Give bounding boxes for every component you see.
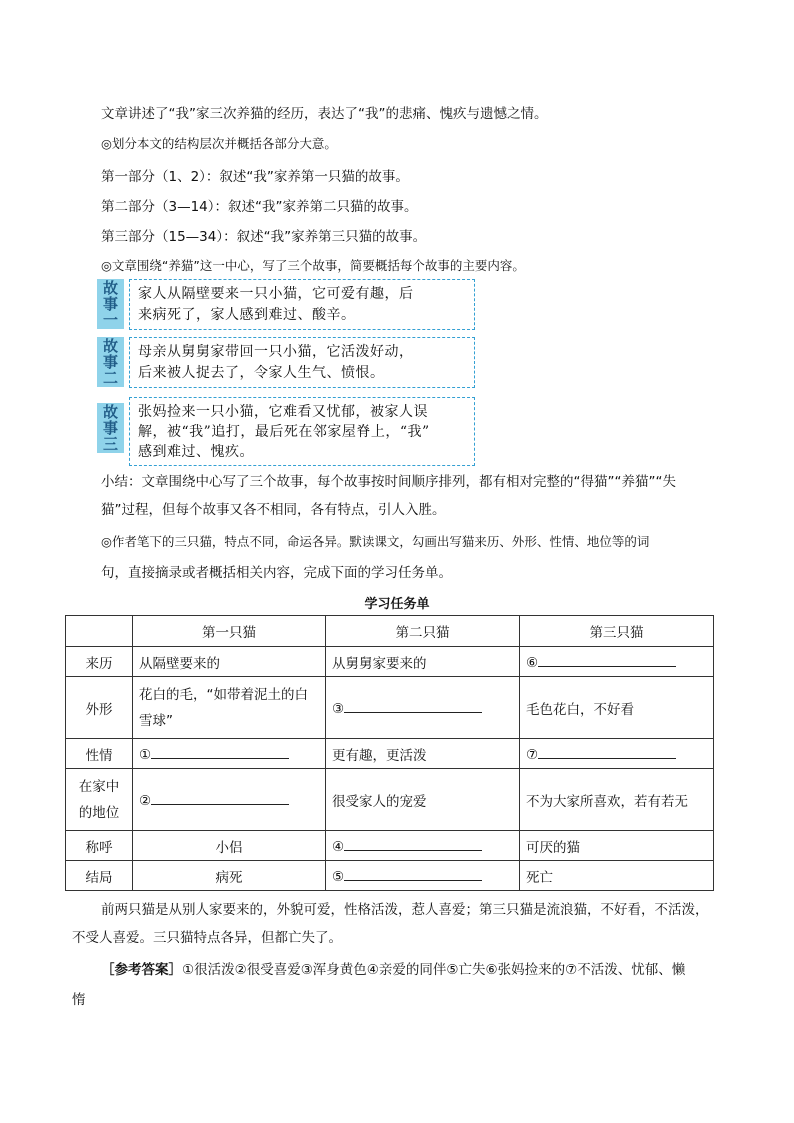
answer-blank-6[interactable]: ⑥: [520, 647, 714, 677]
header-cat-one: 第一只猫: [133, 616, 326, 647]
answer-blank-5[interactable]: ⑤: [326, 861, 520, 891]
header-empty: [66, 616, 133, 647]
answer-line-2: 惰: [72, 992, 86, 1008]
header-cat-three: 第三只猫: [520, 616, 714, 647]
answer-line-1: ［参考答案］①很活泼②很受喜爱③浑身黄色④亲爱的同伴⑤亡失⑥张妈捡来的⑦不活泼、忧郁、懒: [101, 962, 686, 978]
story-one-text: 家人从隔壁要来一只小猫，它可爱有趣，后 来病死了，家人感到难过、酸辛。: [129, 279, 475, 330]
story-prompt: ◎文章围绕“养猫”这一中心，写了三个故事，简要概括每个故事的主要内容。: [101, 258, 525, 273]
answer-blank-7[interactable]: ⑦: [520, 739, 714, 769]
table-row: 来历 从隔壁要来的 从舅舅家要来的 ⑥: [66, 647, 714, 677]
answer-label: ［参考答案］: [101, 962, 182, 978]
conclusion-line-2: 不受人喜爱。三只猫特点各异，但都亡失了。: [72, 930, 342, 946]
answer-blank-3[interactable]: ③: [326, 677, 520, 739]
table-row: 称呼 小侣 ④ 可厌的猫: [66, 831, 714, 861]
answer-blank-2[interactable]: ②: [133, 769, 326, 831]
header-cat-two: 第二只猫: [326, 616, 520, 647]
table-row: 性情 ① 更有趣，更活泼 ⑦: [66, 739, 714, 769]
intro-line-1: 文章讲述了“我”家三次养猫的经历，表达了“我”的悲痛、愧疚与遗憾之情。: [101, 106, 548, 122]
story-three-text: 张妈捡来一只小猫，它难看又忧郁，被家人误 解，被“我”追打，最后死在邻家屋脊上，“我” 感到难过、愧疚。: [129, 397, 475, 466]
answer-blank-4[interactable]: ④: [326, 831, 520, 861]
part-one-summary: 第一部分（1、2）：叙述“我”家养第一只猫的故事。: [101, 169, 409, 185]
conclusion-line-1: 前两只猫是从别人家要来的，外貌可爱，性格活泼，惹人喜爱；第三只猫是流浪猫，不好看，不活泼，: [101, 902, 709, 918]
story-one-badge: 故 事 一: [97, 279, 124, 329]
table-title: 学习任务单: [364, 597, 430, 612]
task-intro-line-2: 句，直接摘录或者概括相关内容，完成下面的学习任务单。: [101, 565, 452, 581]
task-intro-line-1: ◎作者笔下的三只猫，特点不同，命运各异。默读课文，勾画出写猫来历、外形、性情、地位等的词: [101, 534, 650, 549]
task-table: [65, 615, 714, 891]
table-row: 结局 病死 ⑤ 死亡: [66, 861, 714, 891]
table-header-row: [66, 616, 714, 647]
table-row: 在家中 的地位 ② 很受家人的宠爱 不为大家所喜欢，若有若无: [66, 769, 714, 831]
part-two-summary: 第二部分（3—14）：叙述“我”家养第二只猫的故事。: [101, 199, 418, 215]
answer-blank-1[interactable]: ①: [133, 739, 326, 769]
summary-line-2: 猫”过程，但每个故事又各不相同，各有特点，引人入胜。: [101, 502, 446, 518]
part-three-summary: 第三部分（15—34）：叙述“我”家养第三只猫的故事。: [101, 229, 427, 245]
intro-line-2: ◎划分本文的结构层次并概括各部分大意。: [101, 136, 337, 151]
summary-line-1: 小结：文章围绕中心写了三个故事，每个故事按时间顺序排列，都有相对完整的“得猫”“养猫”“失: [101, 474, 676, 490]
story-two-text: 母亲从舅舅家带回一只小猫，它活泼好动， 后来被人捉去了，令家人生气、愤恨。: [129, 337, 475, 388]
story-three-badge: 故 事 三: [97, 403, 124, 453]
table-row: 外形 花白的毛，“如带着泥土的白 雪球” ③ 毛色花白，不好看: [66, 677, 714, 739]
story-two-badge: 故 事 二: [97, 337, 124, 387]
